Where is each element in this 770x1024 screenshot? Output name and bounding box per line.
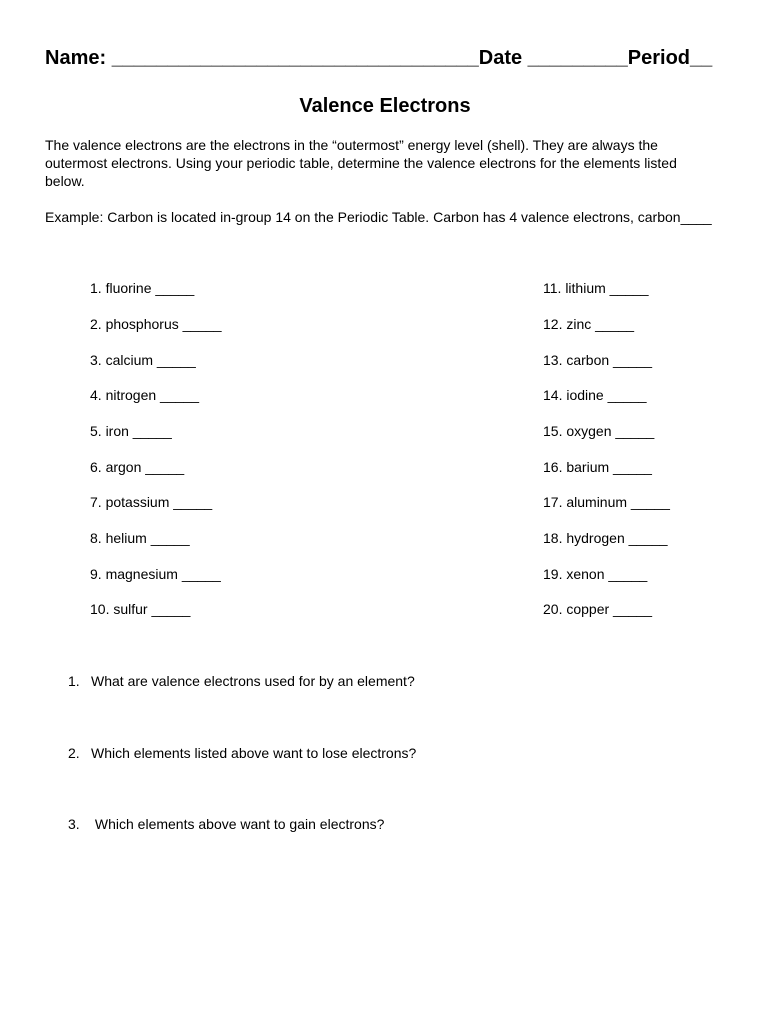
element-item: 8. helium _____ xyxy=(90,530,190,546)
element-item: 4. nitrogen _____ xyxy=(90,387,199,403)
element-item: 12. zinc _____ xyxy=(543,316,635,332)
element-item: 13. carbon _____ xyxy=(543,352,652,368)
element-item: 7. potassium _____ xyxy=(90,494,213,510)
element-item: 6. argon _____ xyxy=(90,459,185,475)
question-number: 2. xyxy=(68,745,80,761)
element-item: 11. lithium _____ xyxy=(543,280,649,296)
element-item: 19. xenon _____ xyxy=(543,566,648,582)
element-item: 3. calcium _____ xyxy=(90,352,196,368)
question-number: 3. xyxy=(68,816,80,832)
intro-paragraph: The valence electrons are the electrons in the “outermost” energy level (shell). They are always the outermost electrons. Using your periodic table, determine the valence electrons for the elements listed below. xyxy=(45,137,677,189)
element-item: 20. copper _____ xyxy=(543,601,652,617)
question-text: Which elements listed above want to lose electrons? xyxy=(91,745,417,761)
element-item: 10. sulfur _____ xyxy=(90,601,191,617)
element-item: 17. aluminum _____ xyxy=(543,494,670,510)
question-text: What are valence electrons used for by an element? xyxy=(91,673,415,689)
element-item: 2. phosphorus _____ xyxy=(90,316,222,332)
element-item: 9. magnesium _____ xyxy=(90,566,221,582)
element-item: 15. oxygen _____ xyxy=(543,423,655,439)
element-item: 18. hydrogen _____ xyxy=(543,530,668,546)
example-paragraph: Example: Carbon is located in-group 14 on the Periodic Table. Carbon has 4 valence electrons, carbon____ xyxy=(45,209,712,225)
element-item: 16. barium _____ xyxy=(543,459,652,475)
element-item: 14. iodine _____ xyxy=(543,387,647,403)
element-item: 5. iron _____ xyxy=(90,423,172,439)
page-title: Valence Electrons xyxy=(299,95,471,117)
element-item: 1. fluorine _____ xyxy=(90,280,195,296)
question-number: 1. xyxy=(68,673,80,689)
question-text: Which elements above want to gain electrons? xyxy=(91,816,385,832)
name-date-period-line: Name: _________________________________Date _________Period__ xyxy=(45,47,713,69)
